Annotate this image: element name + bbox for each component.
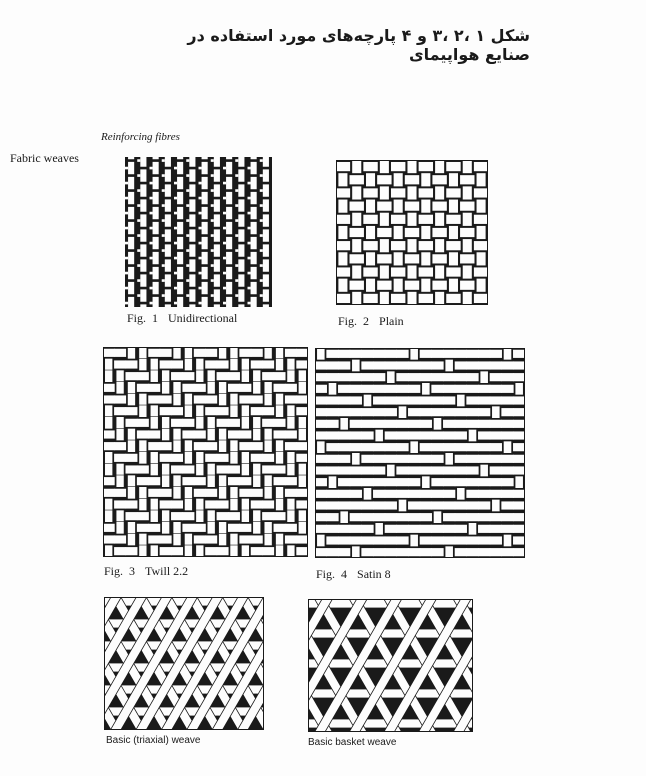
figure-caption-3: Fig. 3 Twill 2.2 xyxy=(104,564,189,578)
page-title: شکل ۱ ،۲ ،۳ و ۴ پارچه‌های مورد استفاده در صنایع هواپیمای xyxy=(187,26,530,64)
basket-weave-image xyxy=(308,599,473,732)
section-heading: Reinforcing fibres xyxy=(101,131,180,143)
figure-caption-1: Fig. 1 Unidirectional xyxy=(127,311,238,325)
side-label: Fabric weaves xyxy=(10,151,79,165)
figure-caption-2: Fig. 2 Plain xyxy=(338,314,404,328)
satin-weave-image xyxy=(315,348,525,558)
unidirectional-weave-image xyxy=(125,157,272,307)
triaxial-weave-image xyxy=(104,597,264,730)
plain-weave-image xyxy=(336,160,488,305)
figure-caption-6: Basic basket weave xyxy=(308,737,397,748)
figure-caption-4: Fig. 4 Satin 8 xyxy=(316,567,391,581)
twill-weave-image xyxy=(103,347,308,557)
figure-caption-5: Basic (triaxial) weave xyxy=(106,735,201,746)
